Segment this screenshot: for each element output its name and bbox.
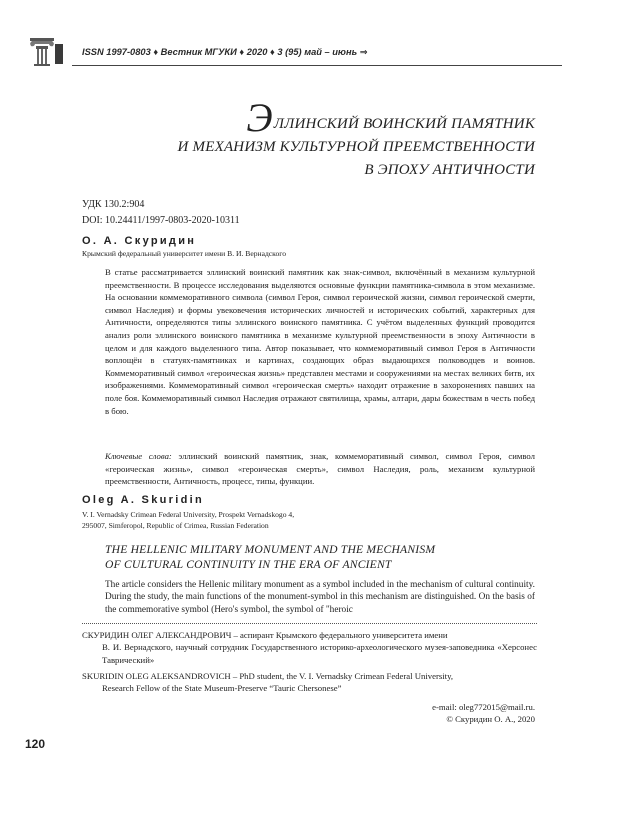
footnote-ru-rest: В. И. Вернадского, научный сотрудник Государственного историко-археологического музея-заповедника «Херсонес Таврический»: [102, 642, 537, 665]
contact-block: [432, 701, 535, 726]
page-number: 120: [25, 737, 46, 751]
drop-cap: Э: [246, 95, 273, 140]
doi: DOI: 10.24411/1997-0803-2020-10311: [82, 215, 240, 226]
title-line-2: И МЕХАНИЗМ КУЛЬТУРНОЙ ПРЕЕМСТВЕННОСТИ: [177, 139, 535, 155]
affiliation-en-line-1: V. I. Vernadsky Crimean Federal University, Prospekt Vernadskogo 4,: [82, 510, 295, 519]
footnote-separator: [82, 623, 537, 624]
title-line-1: [75, 95, 535, 140]
article-title-en: [105, 542, 435, 572]
abstract-ru: В статье рассматривается эллинский воинский памятник как знак-символ, включённый в механизм культурной преемственности. В процессе исследования выделяются основные функции памятника-символа в этом механизме. На основании коммеморативного символа (символ Героя, символ героической жизни, символ героической смерти, символ Наследия) и формы увековечения исторических личностей и исторических событий, характерных для Античности, определяются типы эллинского воинского памятника. С учётом выделенных функций проводится анализ роли эллинского воинского памятника в механизме культурной преемственности в эпоху Античности в целом и для каждого выделенного типа. Автор показывает, что коммеморативный символ Героя в Античности воплощён в статуях-памятниках и картинах, создающих образ выдающихся полководцев и воинов. Коммеморативный символ «героическая жизнь» представлен местами и сооружениями на местах великих битв, их изображениями. Коммеморативный символ «героическая смерть» находит отражение в захоронениях павших на поле боя. Коммеморативный символ Наследия отражают святилища, храмы, алтари, дары божествам в честь побед в бою.: [105, 267, 535, 416]
udc-code: УДК 130.2:904: [82, 199, 145, 210]
header-rule: [72, 65, 562, 66]
author-name-ru: О. А. Скуридин: [82, 235, 197, 247]
title-en-line-2: OF CULTURAL CONTINUITY IN THE ERA OF ANCIENT: [105, 558, 392, 571]
affiliation-ru: Крымский федеральный университет имени В. И. Вернадского: [82, 249, 286, 258]
author-name-en: Oleg A. Skuridin: [82, 494, 204, 506]
footnote-en-rest: Research Fellow of the State Museum-Preserve “Tauric Chersonese”: [102, 683, 342, 694]
column-capital-icon: [25, 34, 59, 68]
title-en-line-1: THE HELLENIC MILITARY MONUMENT AND THE MECHANISM: [105, 543, 436, 556]
title-line-3: В ЭПОХУ АНТИЧНОСТИ: [364, 162, 535, 178]
running-header: [0, 34, 617, 68]
footnote-en-first: SKURIDIN OLEG ALEKSANDROVICH – PhD student, the V. I. Vernadsky Crimean Federal University,: [82, 671, 454, 681]
title-line-1-text: ЛЛИНСКИЙ ВОИНСКИЙ ПАМЯТНИК: [273, 116, 535, 132]
keywords-text: эллинский воинский памятник, знак, коммеморативный символ, символ Героя, символ «героическая жизнь», символ «героическая смерть», символ Наследия, роль, механизм культурной преемственности, Античность, процесс, типы, функции.: [105, 451, 535, 487]
keywords-ru: [105, 450, 535, 488]
copyright: © Скуридин О. А., 2020: [446, 714, 535, 725]
journal-line: ISSN 1997-0803 ♦ Вестник МГУКИ ♦ 2020 ♦ 3 (95) май – июнь ⇒: [82, 47, 368, 57]
affiliation-en: [82, 509, 382, 531]
header-accent-bar: [55, 44, 63, 64]
keywords-label: Ключевые слова:: [105, 451, 172, 461]
article-title-ru: [75, 95, 535, 182]
affiliation-en-line-2: 295007, Simferopol, Republic of Crimea, Russian Federation: [82, 521, 269, 530]
email: e-mail: oleg772015@mail.ru.: [432, 702, 535, 712]
footnote-ru-first: СКУРИДИН ОЛЕГ АЛЕКСАНДРОВИЧ – аспирант Крымского федерального университета имени: [82, 630, 448, 640]
author-footnote-en: [82, 670, 537, 695]
abstract-en: The article considers the Hellenic military monument as a symbol included in the mechanism of cultural continuity. During the study, the main functions of the monument-symbol in this mechanism are distinguished. On the basis of the commemorative symbol (Hero's symbol, the symbol of "heroic: [105, 580, 535, 615]
author-footnote-ru: [82, 629, 537, 666]
